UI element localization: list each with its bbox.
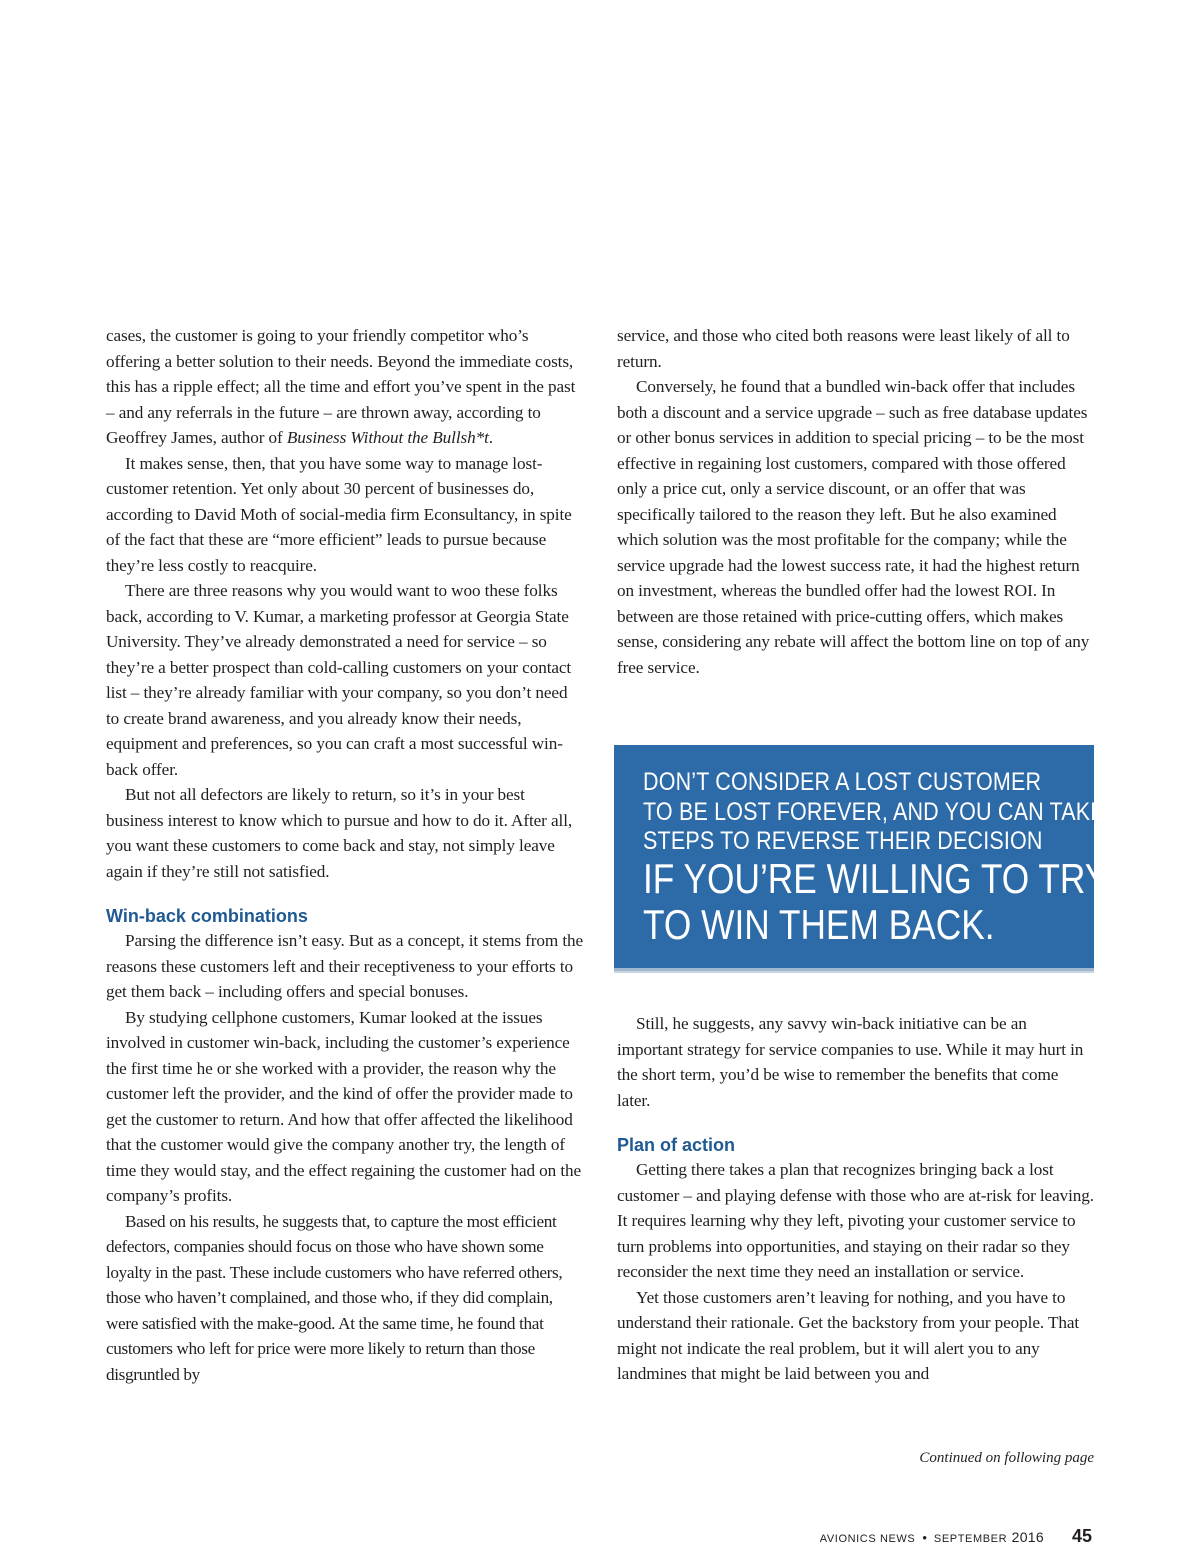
page-footer [820,1526,1092,1547]
paragraph: service, and those who cited both reasons were least likely of all to return. [617,326,1070,371]
issue-month: SEPTEMBER [933,1533,1008,1545]
book-title: Business Without the Bullsh*t [286,428,489,447]
paragraph: It makes sense, then, that you have some way to manage lost-customer retention. Yet only about 30 percent of businesses do, according to David Moth of social-media firm Econsultancy, in spite of the fact that these are “more efficient” leads to pursue because they’re less costly to reacquire. [106,453,572,575]
paragraph: By studying cellphone customers, Kumar looked at the issues involved in customer win-back, including the customer’s experience the first time he or she worked with a provider, the reason why the customer left the provider, and the kind of offer the provider made to get the customer to return. And how that offer affected the likelihood that the customer would give the company another try, the length of time they would stay, and the effect regaining the customer had on the company’s profits. [106,1007,582,1205]
section-heading-plan-of-action: Plan of action [617,1135,736,1155]
right-column-top [617,323,1095,680]
paragraph: Yet those customers aren’t leaving for nothing, and you have to understand their rationale. Get the backstory from your people. That might not indicate the real problem, but it will alert you to any landmines that might be laid between you and [617,1287,1080,1383]
right-column-bottom [617,1011,1095,1387]
bullet-separator: • [922,1530,927,1545]
section-heading-win-back: Win-back combinations [106,906,308,926]
left-column [106,323,584,1387]
issue-year: 2016 [1011,1529,1044,1545]
paragraph: Getting there takes a plan that recognizes bringing back a lost customer – and playing defense with those who are at-risk for leaving. It requires learning why they left, pivoting your customer service to turn problems into opportunities, and staying on their radar so they reconsider the next time they need an installation or service. [617,1160,1094,1281]
paragraph: Still, he suggests, any savvy win-back initiative can be an important strategy for service companies to use. While it may hurt in the short term, you’d be wise to remember the benefits that come later. [617,1014,1084,1110]
paragraph: But not all defectors are likely to return, so it’s in your best business interest to know which to pursue and how to do it. After all, you want these customers to come back and stay, not simply leave again if they’re still not satisfied. [106,785,573,881]
paragraph: There are three reasons why you would want to woo these folks back, according to V. Kumar, a marketing professor at Georgia State University. They’ve already demonstrated a need for service – so they’re a better prospect than cold-calling customers on your contact list – they’re already familiar with your company, so you don’t need to create brand awareness, and you already know their needs, equipment and preferences, so you can craft a most successful win-back offer. [106,581,572,779]
pull-quote [614,745,1109,971]
paragraph: cases, the customer is going to your friendly competitor who’s offering a better solution to their needs. Beyond the immediate costs, this has a ripple effect; all the time and effort you’ve spent in the past – and any referrals in the future – are thrown away, according to Geoffrey James, author of Business Without the Bullsh*t. [106,326,576,447]
paragraph: Conversely, he found that a bundled win-back offer that includes both a discount and a service upgrade – such as free database updates or other bonus services in addition to special pricing – to be the most effective in regaining lost customers, compared with those offered only a price cut, only a service discount, or an offer that was specifically tailored to the reason they left. But he also examined which solution was the most profitable for the company; while the service upgrade had the lowest success rate, it had the highest return on investment, whereas the bundled offer had the lowest ROI. In between are those retained with price-cutting offers, which makes sense, considering any rebate will affect the bottom line on top of any free service. [617,377,1090,677]
paragraph: Based on his results, he suggests that, to capture the most efficient defectors, companies should focus on those who have shown some loyalty in the past. These include customers who have referred others, those who haven’t complained, and those who, if they did complain, were satisfied with the make-good. At the same time, he found that customers who left for price were more likely to return than those disgruntled by [106,1211,563,1384]
page-number: 45 [1071,1526,1092,1546]
publication-name: AVIONICS NEWS [819,1533,916,1545]
pull-quote-intro: DON’T CONSIDER A LOST CUSTOMER TO BE LOST FOREVER, AND YOU CAN TAKE STEPS TO REVERSE THEIR DECISION [643,768,1105,855]
continued-notice: Continued on following page [919,1450,1094,1466]
paragraph: Parsing the difference isn’t easy. But as a concept, it stems from the reasons these customers left and their receptiveness to your efforts to get them back – including offers and special bonuses. [106,931,584,1001]
pull-quote-emphasis: IF YOU’RE WILLING TO TRY TO WIN THEM BACK. [643,855,1109,948]
